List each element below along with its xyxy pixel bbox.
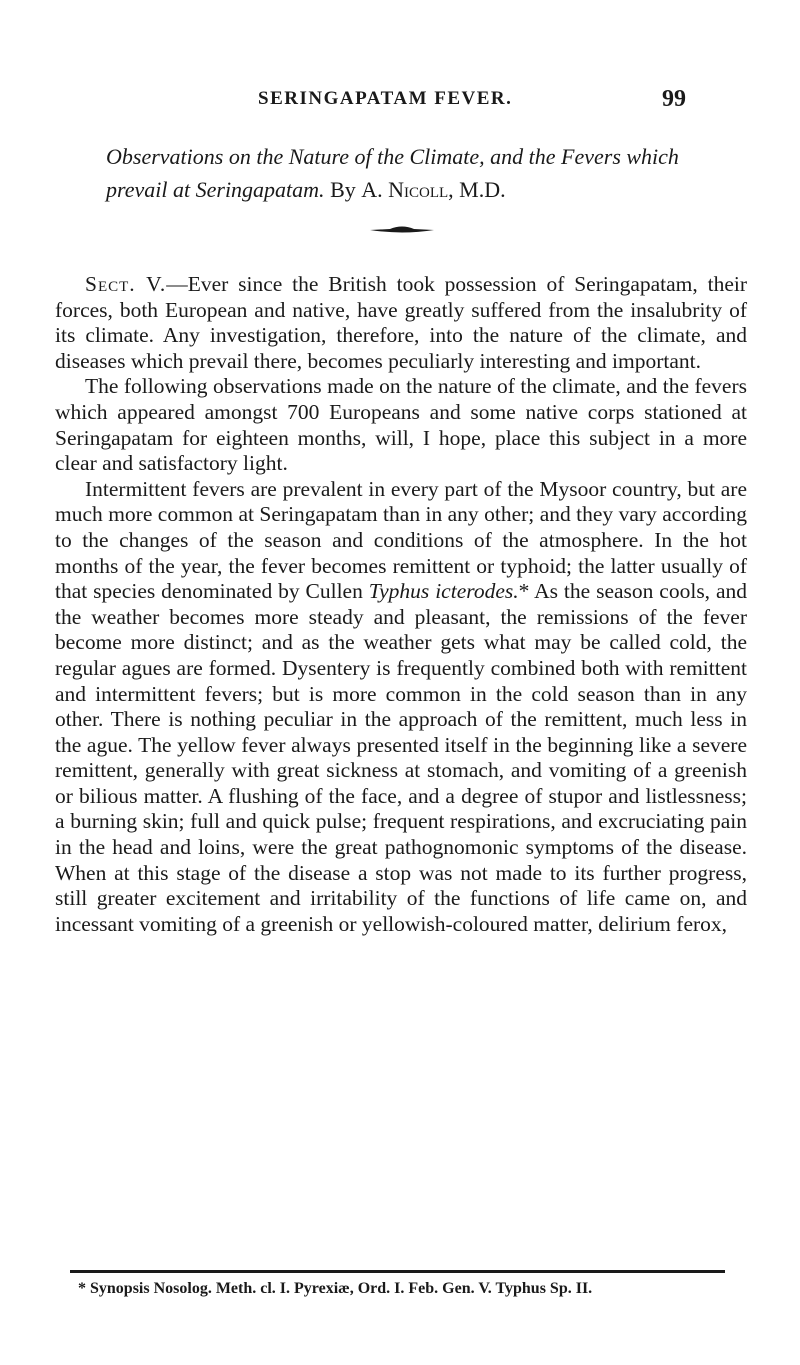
footnote: * Synopsis Nosolog. Meth. cl. I. Pyrexiæ, Ord. I. Feb. Gen. V. Typhus Sp. II.: [78, 1280, 593, 1297]
article-title-italic: Observations on the Nature of the Climate, and the Fevers which prevail at Seringapatam.: [106, 144, 679, 202]
article-by: By: [330, 177, 356, 202]
paragraph-3-text-before: Intermittent fevers are prevalent in every part of the Mysoor country, but are much more common at Seringapatam than in any other; and they vary according to the changes of the season and conditions of the atmosphere. In the hot months of the year, the fever becomes remittent or typhoid; the latter usually of that species denominated by Cullen: [55, 476, 747, 604]
paragraph-1-text: —Ever since the British took possession of Seringapatam, their forces, both European and native, have greatly suffered from the insalubrity of its climate. Any investigation, therefore, into the nature of the climate, and diseases which prevail there, becomes peculiarly interesting and important.: [55, 272, 747, 373]
section-label: Sect. V.: [85, 272, 167, 296]
running-head-title: SERINGAPATAM FEVER.: [258, 88, 513, 109]
footnote-rule: [70, 1270, 725, 1273]
article-body: [55, 272, 747, 937]
footnote-mark: *: [518, 579, 530, 604]
page-number: 99: [662, 86, 686, 112]
paragraph-1: [55, 272, 747, 374]
paragraph-3-italic-term: Typhus icterodes.: [368, 579, 519, 604]
article-author: A. Nicoll, M.D.: [361, 177, 506, 202]
running-head: [0, 88, 800, 118]
paragraph-3-text-after: As the season cools, and the weather becomes more steady and pleasant, the remissions of the fever become more distinct; and as the weather gets what may be called cold, the regular agues are formed. Dysentery is frequently combined both with remittent and intermittent fevers; but is more common in the cold season than in any other. There is nothing peculiar in the approach of the remittent, much less in the ague. The yellow fever always presented itself in the beginning like a severe remittent, generally with great sickness at stomach, and vomiting of a greenish or bilious matter. A flushing of the face, and a degree of stupor and listlessness; a burning skin; full and quick pulse; frequent respirations, and excruciating pain in the head and loins, were the great pathognomonic symptoms of the disease. When at this stage of the disease a stop was not made to its further progress, still greater excitement and irritability of the functions of life came on, and incessant vomiting of a greenish or yellowish-coloured matter, delirium ferox,: [55, 579, 748, 936]
ornament-divider-icon: [370, 224, 434, 236]
paragraph-3: [55, 477, 747, 938]
article-title: [106, 140, 706, 206]
paragraph-2: The following observations made on the nature of the climate, and the fevers which appeared amongst 700 Europeans and some native corps stationed at Seringapatam for eighteen months, will, I hope, place this subject in a more clear and satisfactory light.: [55, 374, 747, 476]
